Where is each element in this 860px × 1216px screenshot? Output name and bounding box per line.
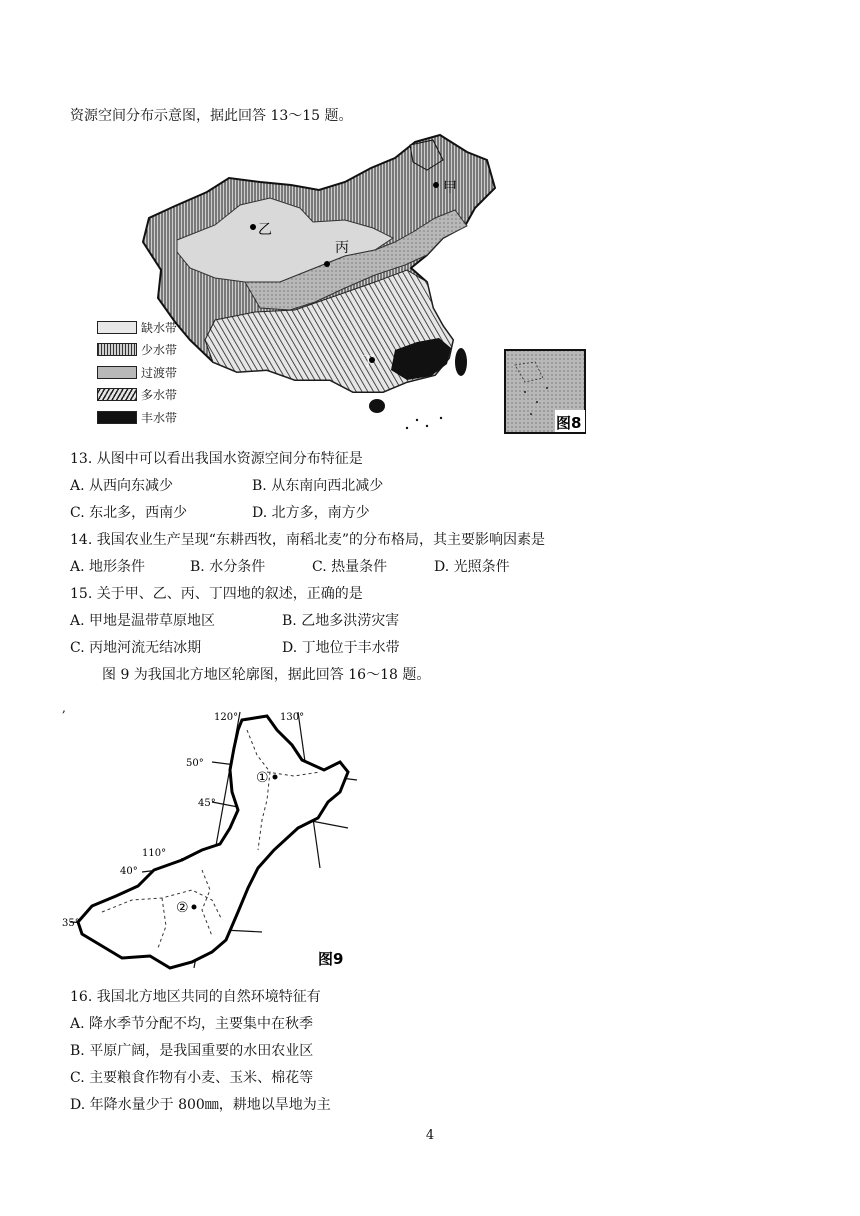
q14-option-a: A. 地形条件 bbox=[70, 559, 146, 575]
north-china-outline bbox=[78, 716, 348, 968]
intro-text: 资源空间分布示意图，据此回答 13～15 题。 bbox=[70, 108, 353, 124]
q13-stem: 13. 从图中可以看出我国水资源空间分布特征是 bbox=[70, 451, 363, 467]
q16-option-d: D. 年降水量少于 800㎜，耕地以旱地为主 bbox=[70, 1097, 331, 1113]
lat-label: 45° bbox=[198, 798, 216, 809]
hainan-island bbox=[369, 399, 385, 413]
lon-label: 130° bbox=[280, 712, 305, 723]
q14-stem: 14. 我国农业生产呈现“东耕西牧，南稻北麦”的分布格局，其主要影响因素是 bbox=[70, 532, 546, 548]
q16-option-b: B. 平原广阔，是我国重要的水田农业区 bbox=[70, 1043, 314, 1059]
taiwan-island bbox=[455, 348, 467, 376]
place-ding: 丁 bbox=[361, 354, 375, 370]
q16-option-c: C. 主要粮食作物有小麦、玉米、棉花等 bbox=[70, 1070, 314, 1086]
q16-stem: 16. 我国北方地区共同的自然环境特征有 bbox=[70, 989, 321, 1005]
q13-option-a: A. 从西向东减少 bbox=[70, 478, 174, 494]
q14-option-b: B. 水分条件 bbox=[190, 559, 266, 575]
legend-item: 缺水带 bbox=[141, 320, 178, 335]
q13-option-c: C. 东北多，西南少 bbox=[70, 505, 188, 521]
q16-option-a: A. 降水季节分配不均，主要集中在秋季 bbox=[70, 1016, 314, 1032]
legend-item: 过渡带 bbox=[141, 365, 178, 380]
q15-option-a: A. 甲地是温带草原地区 bbox=[70, 613, 216, 629]
q15-option-d: D. 丁地位于丰水带 bbox=[282, 640, 400, 656]
intro2-text: 图 9 为我国北方地区轮廓图，据此回答 16～18 题。 bbox=[102, 667, 431, 683]
q14-option-c: C. 热量条件 bbox=[312, 559, 388, 575]
lon-label: 120° bbox=[214, 712, 239, 723]
legend-item: 多水带 bbox=[141, 388, 178, 403]
q15-option-b: B. 乙地多洪涝灾害 bbox=[282, 613, 400, 629]
q13-option-d: D. 北方多，南方少 bbox=[252, 505, 370, 521]
marker-2: ② bbox=[176, 900, 189, 916]
edge-mark: , bbox=[62, 701, 66, 715]
legend-item: 少水带 bbox=[141, 343, 178, 358]
figure-8-caption: 图8 bbox=[556, 414, 582, 432]
place-jia: 甲 bbox=[443, 180, 457, 196]
lon-label: 110° bbox=[142, 848, 167, 859]
q13-option-b: B. 从东南向西北减少 bbox=[252, 478, 384, 494]
figure-8-legend bbox=[97, 316, 177, 429]
lat-label: 40° bbox=[120, 866, 138, 877]
q15-option-c: C. 丙地河流无结冰期 bbox=[70, 640, 202, 656]
page-number: 4 bbox=[425, 1128, 435, 1143]
q15-stem: 15. 关于甲、乙、丙、丁四地的叙述，正确的是 bbox=[70, 586, 363, 602]
legend-item: 丰水带 bbox=[141, 410, 178, 425]
lat-label: 50° bbox=[186, 758, 204, 769]
lat-label: 35° bbox=[62, 918, 80, 929]
place-bing: 丙 bbox=[335, 240, 349, 256]
figure-9-map bbox=[62, 700, 362, 975]
marker-1: ① bbox=[256, 770, 269, 786]
figure-9-caption: 图9 bbox=[318, 950, 344, 968]
place-yi: 乙 bbox=[258, 222, 272, 238]
q14-option-d: D. 光照条件 bbox=[434, 559, 510, 575]
